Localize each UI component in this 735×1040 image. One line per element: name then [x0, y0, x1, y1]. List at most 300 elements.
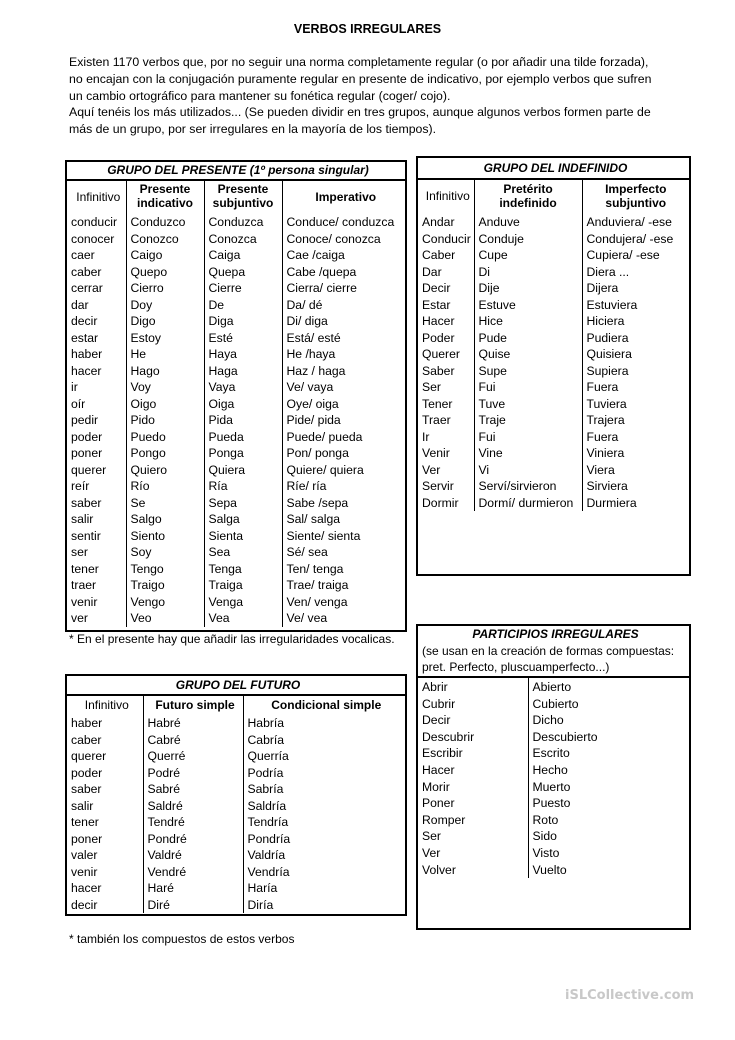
futuro-rows: [67, 714, 405, 913]
table-cell: dar: [71, 297, 89, 312]
table-cell: Dicho: [528, 712, 689, 729]
table-row: [418, 429, 689, 446]
table-cell: Pondré: [143, 831, 243, 848]
table-cell: Di: [474, 264, 582, 281]
table-cell: Da/ dé: [282, 297, 405, 314]
table-cell: Quepa: [204, 264, 282, 281]
table-cell: Puesto: [528, 795, 689, 812]
table-cell: poner: [71, 831, 103, 846]
table-cell: Hacer: [422, 762, 455, 777]
table-row: [67, 781, 405, 798]
table-row: [67, 264, 405, 281]
table-cell: Cupe: [474, 247, 582, 264]
table-cell: salir: [71, 798, 94, 813]
table-row: [67, 213, 405, 231]
table-cell: haber: [71, 716, 103, 730]
table-cell: poder: [71, 765, 103, 780]
table-cell: Se: [126, 495, 204, 512]
table-cell: Pudiera: [582, 330, 689, 347]
table-row: [67, 346, 405, 363]
table-cell: Estoy: [126, 330, 204, 347]
table-row: [67, 732, 405, 749]
table-cell: Escrito: [528, 745, 689, 762]
table-cell: Dormir: [422, 495, 459, 510]
table-cell: Digo: [126, 313, 204, 330]
table-cell: Conduce/ conduzca: [282, 213, 405, 231]
table-cell: Quisiera: [582, 346, 689, 363]
table-row: [67, 880, 405, 897]
table-row: [418, 264, 689, 281]
table-cell: Vine: [474, 445, 582, 462]
indefinido-title: GRUPO DEL INDEFINIDO: [418, 158, 689, 179]
table-cell: ir: [71, 380, 78, 394]
table-cell: Tener: [422, 396, 453, 411]
table-cell: Ten/ tenga: [282, 561, 405, 578]
table-cell: Supe: [474, 363, 582, 380]
table-row: [67, 847, 405, 864]
table-cell: Venir: [422, 446, 450, 460]
table-cell: haber: [71, 347, 103, 361]
table-cell: Dije: [474, 280, 582, 297]
column-header: Presente indicativo: [126, 180, 204, 213]
table-cell: Ven/ venga: [282, 594, 405, 611]
table-cell: Poner: [422, 796, 455, 811]
table-cell: Soy: [126, 544, 204, 561]
table-row: [67, 313, 405, 330]
table-row: [67, 748, 405, 765]
table-row: [67, 297, 405, 314]
table-cell: Cupiera/ -ese: [582, 247, 689, 264]
table-row: [67, 412, 405, 429]
table-cell: Sirviera: [582, 478, 689, 495]
table-cell: Hiciera: [582, 313, 689, 330]
table-cell: caer: [71, 248, 95, 262]
table-cell: Fui: [474, 429, 582, 446]
table-cell: Ríe/ ría: [282, 478, 405, 495]
table-cell: Estar: [422, 297, 451, 312]
table-cell: Hice: [474, 313, 582, 330]
table-row: [418, 379, 689, 396]
futuro-note: * también los compuestos de estos verbos: [69, 932, 295, 946]
table-cell: Tuve: [474, 396, 582, 413]
table-cell: Fui: [474, 379, 582, 396]
table-cell: Viniera: [582, 445, 689, 462]
table-cell: Doy: [126, 297, 204, 314]
table-cell: Trae/ traiga: [282, 577, 405, 594]
table-cell: Pude: [474, 330, 582, 347]
futuro-table-box: [65, 674, 407, 916]
intro-paragraph: [69, 54, 694, 138]
table-cell: Sabría: [243, 781, 405, 798]
table-cell: Quiere/ quiera: [282, 462, 405, 479]
indefinido-rows: [418, 213, 689, 511]
table-cell: Cierro: [126, 280, 204, 297]
table-row: [418, 363, 689, 380]
table-cell: Salgo: [126, 511, 204, 528]
table-cell: decir: [71, 897, 98, 912]
table-cell: cerrar: [71, 281, 103, 295]
table-cell: Caber: [422, 248, 456, 262]
table-cell: Cabría: [243, 732, 405, 749]
table-cell: Diga: [204, 313, 282, 330]
table-cell: sentir: [71, 528, 101, 543]
table-row: [67, 231, 405, 248]
table-cell: Traje: [474, 412, 582, 429]
table-cell: Vuelto: [528, 862, 689, 879]
table-cell: Traer: [422, 413, 451, 427]
table-cell: Ve/ vea: [282, 610, 405, 627]
table-cell: Está/ esté: [282, 330, 405, 347]
table-cell: Hago: [126, 363, 204, 380]
table-cell: Servir: [422, 479, 454, 493]
table-cell: Di/ diga: [282, 313, 405, 330]
participios-subtitle: (se usan en la creación de formas compuestas:: [422, 644, 675, 658]
page-title: VERBOS IRREGULARES: [293, 22, 442, 36]
table-row: [67, 363, 405, 380]
table-row: [67, 544, 405, 561]
table-cell: Habría: [243, 714, 405, 732]
table-cell: Salga: [204, 511, 282, 528]
table-cell: Tenga: [204, 561, 282, 578]
table-cell: Hecho: [528, 762, 689, 779]
table-cell: caber: [71, 732, 102, 747]
table-cell: Tuviera: [582, 396, 689, 413]
table-cell: Ría: [204, 478, 282, 495]
table-row: [418, 712, 689, 729]
table-cell: Dormí/ durmieron: [474, 495, 582, 512]
table-row: [67, 897, 405, 914]
table-cell: Ponga: [204, 445, 282, 462]
table-cell: reír: [71, 479, 90, 493]
table-row: [418, 677, 689, 696]
table-row: [67, 396, 405, 413]
table-cell: Oiga: [204, 396, 282, 413]
column-header: Imperativo: [282, 180, 405, 213]
table-cell: Cierra/ cierre: [282, 280, 405, 297]
table-cell: Puede/ pueda: [282, 429, 405, 446]
table-row: [418, 412, 689, 429]
table-cell: Tendría: [243, 814, 405, 831]
table-row: [418, 762, 689, 779]
table-row: [67, 814, 405, 831]
table-row: [67, 429, 405, 446]
table-row: [418, 297, 689, 314]
table-cell: Dijera: [582, 280, 689, 297]
table-cell: Siento: [126, 528, 204, 545]
intro-line: Existen 1170 verbos que, por no seguir una norma completamente regular (o por añadir una tilde forzada),: [69, 55, 649, 69]
table-cell: Quepo: [126, 264, 204, 281]
table-cell: Pondría: [243, 831, 405, 848]
table-cell: Sido: [528, 828, 689, 845]
table-cell: Puedo: [126, 429, 204, 446]
table-cell: Vengo: [126, 594, 204, 611]
table-cell: Sabe /sepa: [282, 495, 405, 512]
table-cell: Visto: [528, 845, 689, 862]
table-cell: Saber: [422, 363, 455, 378]
table-cell: ver: [71, 611, 88, 625]
table-cell: He /haya: [282, 346, 405, 363]
table-cell: Haya: [204, 346, 282, 363]
presente-table: [67, 162, 405, 627]
table-cell: estar: [71, 330, 99, 345]
futuro-table: [67, 676, 405, 913]
table-cell: Oye/ oiga: [282, 396, 405, 413]
table-cell: Pide/ pida: [282, 412, 405, 429]
watermark-logo: iSLCollective.com: [565, 988, 695, 1003]
table-cell: Sepa: [204, 495, 282, 512]
table-cell: Siente/ sienta: [282, 528, 405, 545]
table-cell: Sal/ salga: [282, 511, 405, 528]
table-cell: Quise: [474, 346, 582, 363]
table-cell: Pido: [126, 412, 204, 429]
table-cell: Muerto: [528, 779, 689, 796]
table-cell: Conduzco: [126, 213, 204, 231]
table-cell: Vi: [474, 462, 582, 479]
column-header: Infinitivo: [84, 698, 129, 712]
table-row: [67, 610, 405, 627]
table-cell: Valdré: [143, 847, 243, 864]
table-cell: Fuera: [582, 379, 689, 396]
table-cell: Ir: [422, 429, 430, 444]
table-cell: Venga: [204, 594, 282, 611]
futuro-title: GRUPO DEL FUTURO: [67, 676, 405, 695]
participios-title: PARTICIPIOS IRREGULARES: [472, 627, 639, 641]
indefinido-table: [418, 158, 689, 511]
table-row: [418, 862, 689, 879]
table-row: [67, 495, 405, 512]
table-row: [418, 247, 689, 264]
table-cell: Ver: [422, 462, 441, 477]
table-row: [67, 330, 405, 347]
table-cell: Pida: [204, 412, 282, 429]
table-row: [418, 445, 689, 462]
table-cell: Ser: [422, 380, 441, 394]
table-cell: Dar: [422, 264, 442, 279]
table-cell: Escribir: [422, 746, 463, 761]
table-row: [418, 779, 689, 796]
presente-title: GRUPO DEL PRESENTE (1º persona singular): [67, 162, 405, 180]
table-cell: Ser: [422, 829, 441, 844]
table-cell: querer: [71, 749, 107, 763]
table-cell: Romper: [422, 812, 466, 827]
table-cell: Cabré: [143, 732, 243, 749]
table-cell: Río: [126, 478, 204, 495]
table-cell: Ve/ vaya: [282, 379, 405, 396]
table-cell: Valdría: [243, 847, 405, 864]
table-cell: querer: [71, 462, 107, 477]
table-cell: Tengo: [126, 561, 204, 578]
table-cell: traer: [71, 578, 97, 592]
table-cell: He: [126, 346, 204, 363]
table-row: [418, 396, 689, 413]
table-row: [67, 864, 405, 881]
table-row: [67, 280, 405, 297]
table-cell: Andar: [422, 215, 455, 229]
column-header: Infinitivo: [76, 190, 121, 204]
table-cell: oír: [71, 396, 86, 411]
table-cell: Veo: [126, 610, 204, 627]
table-row: [67, 462, 405, 479]
table-cell: ser: [71, 545, 88, 559]
table-row: [418, 745, 689, 762]
table-cell: Cierre: [204, 280, 282, 297]
table-row: [418, 696, 689, 713]
table-cell: Caiga: [204, 247, 282, 264]
table-cell: Tendré: [143, 814, 243, 831]
table-cell: Podría: [243, 765, 405, 782]
table-cell: conducir: [71, 215, 118, 229]
table-cell: Vea: [204, 610, 282, 627]
table-cell: Haría: [243, 880, 405, 897]
table-cell: Traigo: [126, 577, 204, 594]
table-cell: Sé/ sea: [282, 544, 405, 561]
table-cell: Ver: [422, 845, 441, 860]
table-row: [67, 247, 405, 264]
table-cell: Hacer: [422, 314, 455, 328]
table-cell: poner: [71, 446, 103, 460]
table-cell: Descubrir: [422, 729, 475, 744]
table-cell: Esté: [204, 330, 282, 347]
table-row: [67, 478, 405, 495]
table-cell: Habré: [143, 714, 243, 732]
column-header: Presente subjuntivo: [204, 180, 282, 213]
table-cell: Conduje: [474, 231, 582, 248]
table-row: [67, 445, 405, 462]
table-cell: Conducir: [422, 231, 471, 246]
table-row: [67, 511, 405, 528]
table-cell: decir: [71, 314, 98, 328]
table-row: [418, 213, 689, 231]
table-cell: Caigo: [126, 247, 204, 264]
table-row: [418, 346, 689, 363]
table-cell: Conduzca: [204, 213, 282, 231]
participios-table-box: [416, 624, 691, 930]
table-cell: Quiero: [126, 462, 204, 479]
table-cell: Durmiera: [582, 495, 689, 512]
participios-rows: [418, 677, 689, 878]
table-cell: Querer: [422, 347, 460, 361]
table-cell: Vaya: [204, 379, 282, 396]
table-cell: Haz / haga: [282, 363, 405, 380]
intro-line: más de un grupo, por ser irregulares en la mayoría de los tiempos).: [69, 122, 437, 137]
column-header: Infinitivo: [425, 189, 470, 203]
table-cell: Fuera: [582, 429, 689, 446]
table-cell: Cae /caiga: [282, 247, 405, 264]
table-row: [418, 231, 689, 248]
table-cell: De: [204, 297, 282, 314]
table-cell: Vendré: [143, 864, 243, 881]
table-cell: Serví/sirvieron: [474, 478, 582, 495]
table-row: [67, 831, 405, 848]
table-cell: Pon/ ponga: [282, 445, 405, 462]
table-cell: Cubrir: [422, 696, 456, 711]
table-cell: poder: [71, 429, 103, 444]
table-cell: Condujera/ -ese: [582, 231, 689, 248]
table-cell: Anduve: [474, 213, 582, 231]
table-row: [418, 280, 689, 297]
column-header: Futuro simple: [143, 695, 243, 714]
table-cell: Diré: [143, 897, 243, 914]
table-cell: Podré: [143, 765, 243, 782]
table-cell: Traiga: [204, 577, 282, 594]
table-cell: saber: [71, 495, 102, 510]
table-cell: Conozca: [204, 231, 282, 248]
table-cell: hacer: [71, 881, 102, 895]
column-header: Pretérito indefinido: [474, 179, 582, 213]
column-header: Condicional simple: [243, 695, 405, 714]
table-row: [67, 379, 405, 396]
table-row: [418, 795, 689, 812]
indefinido-table-box: [416, 156, 691, 576]
table-cell: Pongo: [126, 445, 204, 462]
table-cell: Estuviera: [582, 297, 689, 314]
table-row: [67, 594, 405, 611]
presente-table-box: [65, 160, 407, 632]
table-cell: Anduviera/ -ese: [582, 213, 689, 231]
table-cell: Quiera: [204, 462, 282, 479]
table-cell: Abrir: [422, 680, 448, 694]
table-row: [418, 729, 689, 746]
table-cell: Estuve: [474, 297, 582, 314]
table-cell: Conoce/ conozca: [282, 231, 405, 248]
table-row: [418, 495, 689, 512]
table-cell: Sienta: [204, 528, 282, 545]
table-row: [67, 798, 405, 815]
table-cell: saber: [71, 782, 102, 796]
table-row: [418, 313, 689, 330]
presente-rows: [67, 213, 405, 627]
table-cell: Querré: [143, 748, 243, 765]
presente-note: * En el presente hay que añadir las irregularidades vocalicas.: [69, 632, 395, 646]
table-cell: Haré: [143, 880, 243, 897]
table-row: [67, 561, 405, 578]
table-cell: Supiera: [582, 363, 689, 380]
table-cell: Decir: [422, 281, 451, 295]
table-cell: Volver: [422, 862, 456, 877]
table-cell: Cabe /quepa: [282, 264, 405, 281]
table-cell: Viera: [582, 462, 689, 479]
table-cell: venir: [71, 864, 98, 879]
table-cell: Diera ...: [582, 264, 689, 281]
table-cell: Trajera: [582, 412, 689, 429]
table-cell: Decir: [422, 713, 451, 728]
table-row: [67, 765, 405, 782]
table-cell: salir: [71, 512, 94, 526]
table-cell: Descubierto: [528, 729, 689, 746]
table-row: [418, 478, 689, 495]
table-row: [67, 714, 405, 732]
table-cell: Abierto: [528, 677, 689, 696]
table-cell: Cubierto: [528, 696, 689, 713]
table-cell: Poder: [422, 330, 455, 345]
table-row: [418, 812, 689, 829]
table-cell: Vendría: [243, 864, 405, 881]
table-row: [418, 462, 689, 479]
table-row: [67, 577, 405, 594]
column-header: Imperfecto subjuntivo: [582, 179, 689, 213]
participios-subtitle: pret. Perfecto, pluscuamperfecto...): [422, 660, 610, 674]
table-row: [418, 845, 689, 862]
table-cell: caber: [71, 264, 102, 279]
table-cell: Conozco: [126, 231, 204, 248]
table-cell: Oigo: [126, 396, 204, 413]
table-cell: pedir: [71, 413, 99, 427]
table-row: [418, 828, 689, 845]
table-row: [67, 528, 405, 545]
table-cell: Saldría: [243, 798, 405, 815]
table-cell: Voy: [126, 379, 204, 396]
table-cell: Haga: [204, 363, 282, 380]
